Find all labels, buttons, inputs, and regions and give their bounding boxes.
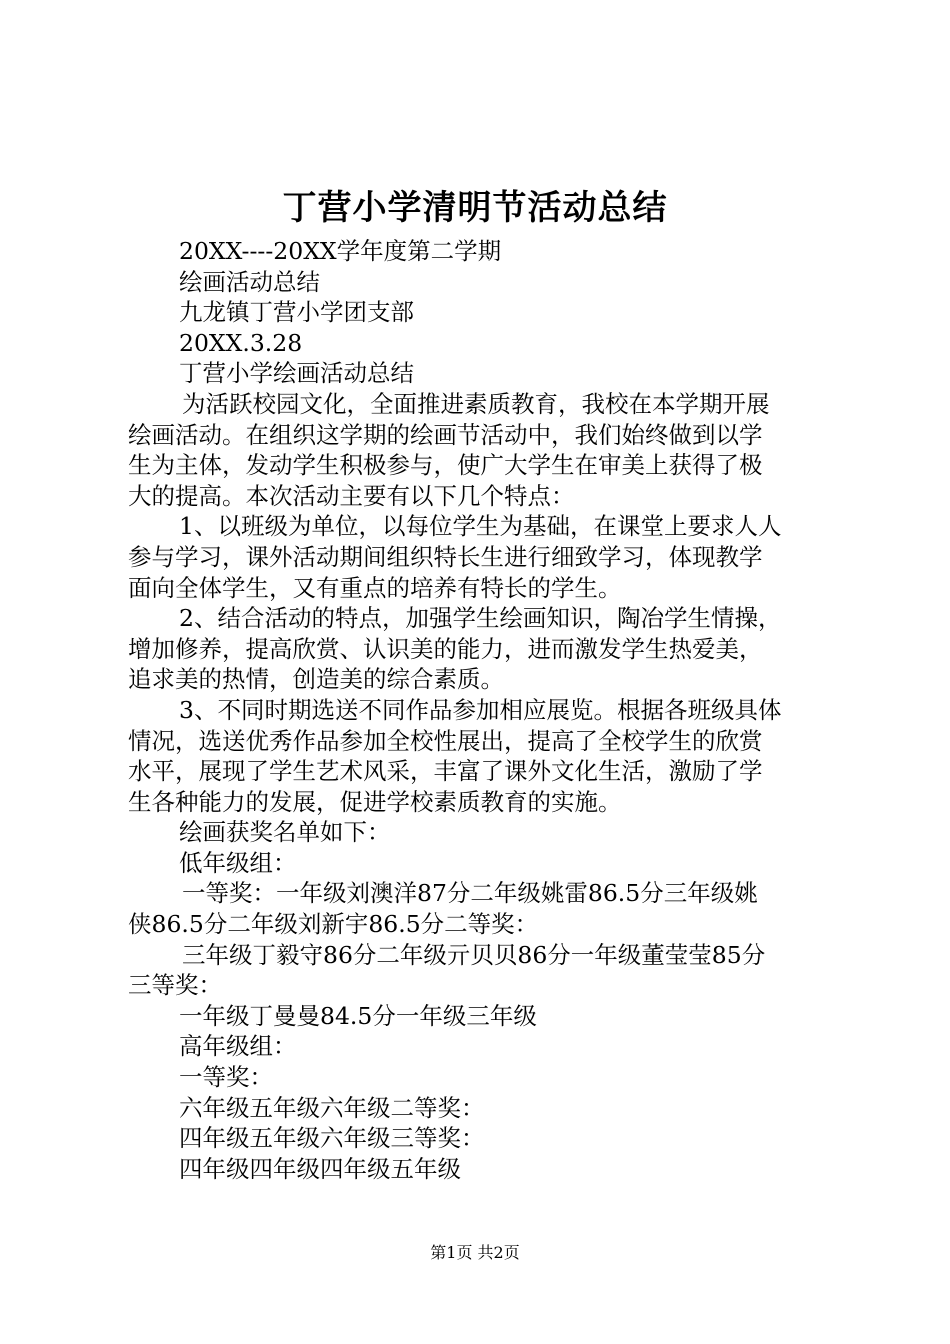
text-line: 绘画活动。在组织这学期的绘画节活动中，我们始终做到以学 <box>128 420 763 449</box>
text-line: 20XX.3.28 <box>179 328 303 357</box>
text-line: 三等奖： <box>128 971 222 1000</box>
text-line: 一等奖：一年级刘澳洋87分二年级姚雷86.5分三年级姚 <box>182 879 758 908</box>
text-line: 为活跃校园文化，全面推进素质教育，我校在本学期开展 <box>182 389 770 418</box>
text-line: 绘画获奖名单如下： <box>179 818 391 847</box>
text-line: 四年级五年级六年级三等奖： <box>179 1124 485 1153</box>
page-number: 第1页 共2页 <box>430 1243 520 1262</box>
text-line: 六年级五年级六年级二等奖： <box>179 1093 485 1122</box>
text-line: 低年级组： <box>179 848 297 877</box>
text-line: 三年级丁毅守86分二年级亓贝贝86分一年级董莹莹85分 <box>182 940 766 969</box>
text-line: 丁营小学绘画活动总结 <box>179 359 414 388</box>
text-line: 一等奖： <box>179 1063 273 1092</box>
text-line: 增加修养，提高欣赏、认识美的能力，进而激发学生热爱美， <box>128 634 763 663</box>
text-line: 绘画活动总结 <box>179 267 320 296</box>
text-line: 四年级四年级四年级五年级 <box>179 1154 461 1183</box>
text-line: 20XX----20XX学年度第二学期 <box>179 237 502 265</box>
text-line: 生各种能力的发展，促进学校素质教育的实施。 <box>128 787 622 816</box>
text-line: 水平，展现了学生艺术风采，丰富了课外文化生活，激励了学 <box>128 757 763 786</box>
text-line: 情况，选送优秀作品参加全校性展出，提高了全校学生的欣赏 <box>128 726 763 755</box>
text-line: 大的提高。本次活动主要有以下几个特点： <box>128 481 575 510</box>
text-line: 1、以班级为单位，以每位学生为基础，在课堂上要求人人 <box>179 512 782 541</box>
text-line: 侠86.5分二年级刘新宇86.5分二等奖： <box>128 910 539 939</box>
text-line: 生为主体，发动学生积极参与，使广大学生在审美上获得了极 <box>128 451 763 480</box>
document-body <box>128 236 832 1184</box>
text-line: 一年级丁曼曼84.5分一年级三年级 <box>179 1001 537 1030</box>
text-line: 参与学习，课外活动期间组织特长生进行细致学习，体现教学 <box>128 542 763 571</box>
text-line: 2、结合活动的特点，加强学生绘画知识，陶冶学生情操， <box>179 604 782 633</box>
text-line: 九龙镇丁营小学团支部 <box>179 298 414 327</box>
text-line: 面向全体学生，又有重点的培养有特长的学生。 <box>128 573 622 602</box>
text-line: 追求美的热情，创造美的综合素质。 <box>128 665 504 694</box>
document-title: 丁营小学清明节活动总结 <box>282 188 668 228</box>
text-line: 3、不同时期选送不同作品参加相应展览。根据各班级具体 <box>179 695 782 724</box>
text-line: 高年级组： <box>179 1032 297 1061</box>
